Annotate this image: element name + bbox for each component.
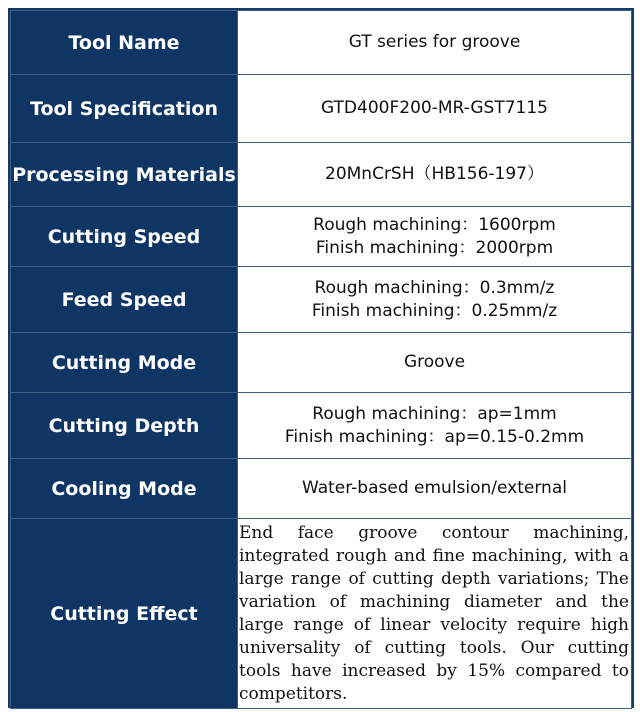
row-processing-materials [11, 143, 632, 207]
tool-specification-value [238, 75, 632, 143]
cutting-mode-value [238, 333, 632, 393]
tool-spec-sheet [8, 8, 634, 708]
cutting-effect-label: Cutting Effect [11, 519, 238, 709]
row-cutting-mode [11, 333, 632, 393]
tool-specification-label: Tool Specification [11, 75, 238, 143]
cooling-mode-value [238, 459, 632, 519]
cutting-depth-label: Cutting Depth [11, 393, 238, 459]
tool-name-text: GT series for groove [348, 32, 521, 52]
cutting-speed-value [238, 207, 632, 267]
cutting-depth-value [238, 393, 632, 459]
row-cutting-depth [11, 393, 632, 459]
cutting-speed-label: Cutting Speed [11, 207, 238, 267]
row-cutting-speed [11, 207, 632, 267]
processing-materials-value [238, 143, 632, 207]
processing-materials-label: Processing Materials [11, 143, 238, 207]
tool-name-value [238, 11, 632, 75]
feed-speed-finish: Finish machining：0.25mm/z [311, 300, 558, 321]
feed-speed-value [238, 267, 632, 333]
row-feed-speed [11, 267, 632, 333]
row-cooling-mode [11, 459, 632, 519]
row-tool-specification [11, 75, 632, 143]
row-tool-name [11, 11, 632, 75]
feed-speed-label: Feed Speed [11, 267, 238, 333]
tool-spec-table [10, 10, 632, 709]
cutting-depth-finish: Finish machining：ap=0.15-0.2mm [284, 426, 585, 447]
tool-name-label: Tool Name [11, 11, 238, 75]
tool-specification-text: GTD400F200-MR-GST7115 [320, 98, 548, 118]
cooling-mode-text: Water-based emulsion/external [302, 478, 567, 498]
cutting-mode-text: Groove [403, 352, 466, 372]
cutting-speed-finish: Finish machining：2000rpm [315, 237, 554, 258]
cutting-mode-label: Cutting Mode [11, 333, 238, 393]
feed-speed-rough: Rough machining：0.3mm/z [314, 277, 555, 298]
cutting-speed-rough: Rough machining：1600rpm [313, 214, 556, 235]
cutting-effect-text: End face groove contour machining, integrated rough and fine machining, with a large range of cutting depth variations; The variation of machining diameter and the large range of linear velocity require high universality of cutting tools. Our cutting tools have increased by 15% compared to competitors. [238, 519, 632, 709]
cutting-depth-rough: Rough machining：ap=1mm [312, 403, 557, 424]
row-cutting-effect [11, 519, 632, 709]
cooling-mode-label: Cooling Mode [11, 459, 238, 519]
processing-materials-text: 20MnCrSH（HB156-197） [325, 164, 544, 184]
